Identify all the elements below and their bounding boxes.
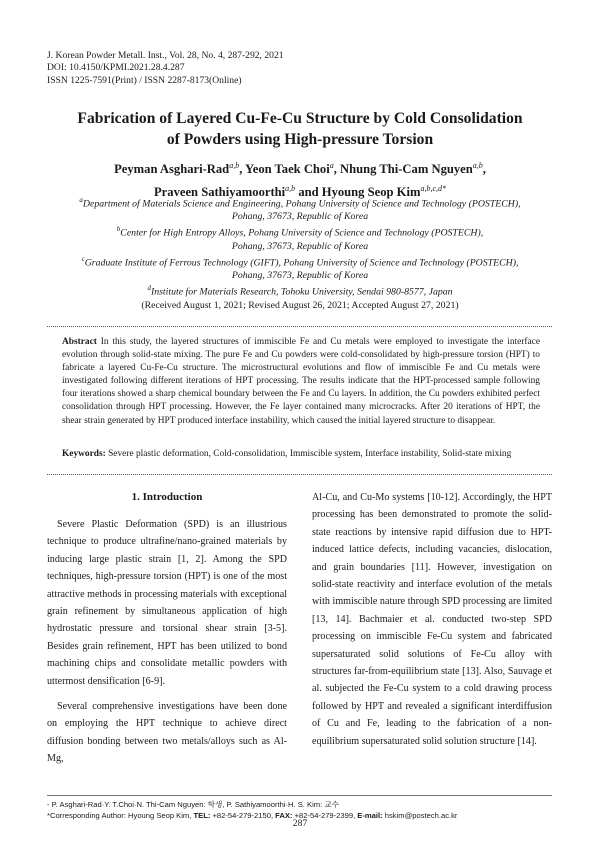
author-conjunction: and [298, 185, 319, 200]
received-dates: (Received August 1, 2021; Revised August 26, 2021; Accepted August 27, 2021) [141, 300, 459, 312]
fax-label: FAX: [275, 811, 293, 820]
author-name: Praveen Sathiyamoorthi [153, 185, 286, 200]
abstract-label: Abstract [62, 337, 97, 347]
abstract-text: In this study, the layered structures of immiscible Fe and Cu metals were employed to investigate the interface evolution through solid-state mixing. The pure Fe and Cu powders were cold-consolidated by high-pressure torsion (HPT) to fabricate a layered Cu-Fe-Cu structure. The microstructural evolutions and flow of immiscible Fe and Cu metals were investigated following different iterations of HPT processing. The results indicate that the HPT-processed sample following four iterations showed a sharp chemical boundary between the Fe and Cu layers. In addition, the Cu powders exhibited perfect consolidation through HPT processing. However, the Fe layer contained many microcracks. After 20 iterations of HPT, the shear strain generated by HPT produced interface instability, which caused the initial layered structure to disappear. [62, 337, 540, 426]
column-right [312, 489, 552, 750]
author-affil-mark: a,b [229, 161, 240, 170]
keywords [62, 448, 540, 461]
affil-mark: a [79, 196, 83, 204]
affil-text: Institute for Materials Research, Tohoku University, Sendai 980-8577, Japan [150, 286, 453, 298]
tel-value: +82-54-279-2150, [210, 811, 276, 820]
author-name: Nhung Thi-Cam Nguyen [340, 162, 473, 177]
author-affil-mark: a,b,c,d* [420, 184, 447, 194]
affiliation-b [40, 223, 560, 239]
email-label: E-mail: [357, 811, 383, 820]
paragraph: Several comprehensive investigations have been done on employing the HPT technique to achieve direct diffusion bonding between two metals/alloys such as Al-Mg, [47, 701, 287, 765]
affil-mark: b [116, 225, 121, 234]
keywords-text: Severe plastic deformation, Cold-consolidation, Immiscible system, Interface instability, Solid-state mixing [105, 449, 512, 459]
authors-line-1: Peyman Asghari-Rad$^{a,b}$, Yeon Taek Choi$^a$, Nhung Thi-Cam Nguyen$^{a,b}$, [114, 161, 486, 177]
author-name: Peyman Asghari-Rad [114, 162, 230, 177]
footnote-divider [47, 795, 552, 796]
author-status-note: - P. Asghari-Rad·Y. T.Choi·N. Thi-Cam Nguyen: 학생, P. Sathiyamoorthi·H. S. Kim: 교수 [47, 800, 339, 809]
column-left [47, 489, 287, 768]
abstract [62, 336, 540, 428]
affiliation-a [40, 194, 560, 210]
fax-value: +82-54-279-2399, [292, 811, 358, 820]
affiliation-c-cont: Pohang, 37673, Republic of Korea [231, 269, 369, 281]
section-heading: 1. Introduction [131, 491, 203, 503]
paragraph: Al-Cu, and Cu-Mo systems [10-12]. Accordingly, the HPT processing has been demonstrated to promote the solid-state reactions by intensive rapid diffusion due to HPT-induced lattice defects, including vacancies, dislocation, and grain boundaries [11]. However, investigation on solid-state reactivity and interface evolution of the metals with immiscible nature through SPD processing are limited [13, 14]. Bachmaier et al. conducted two-step SPD processing on immiscible Fe-Cu system and fabricated supersaturated solid solutions of Fe-Cu alloy with structures far-from-equilibrium state [13]. Also, Sauvage et al. subjected the Fe-Cu system to a cold drawing process followed by HPT and revealed a significant interdiffusion of Cu and Fe, leading to the fabrication of a non-equilibrium supersaturated solid solution structure [14]. [312, 492, 552, 747]
affiliation-d [40, 282, 560, 298]
corr-prefix: *Corresponding Author: Hyoung Seop Kim, [47, 811, 194, 820]
paper-title [40, 108, 560, 150]
abstract-bottom-divider [47, 474, 552, 475]
keywords-label: Keywords: [62, 449, 106, 459]
affil-mark: c [81, 254, 85, 263]
author-affil-mark: a [329, 161, 334, 170]
affil-text: Department of Materials Science and Engineering, Pohang University of Science and Technology (POSTECH), [82, 198, 521, 210]
journal-citation: J. Korean Powder Metall. Inst., Vol. 28, No. 4, 287-292, 2021 [47, 50, 284, 61]
email-value: hskim@postech.ac.kr [382, 811, 458, 820]
author-affil-mark: a,b [472, 161, 483, 170]
author-name: Yeon Taek Choi [245, 162, 330, 177]
affil-mark: d [147, 283, 151, 292]
affiliation-c [40, 253, 560, 269]
affil-text: Graduate Institute of Ferrous Technology (GIFT), Pohang University of Science and Technology (POSTECH), [84, 256, 519, 268]
affil-text: Center for High Entropy Alloys, Pohang University of Science and Technology (POSTECH), [120, 227, 484, 239]
abstract-top-divider [47, 326, 552, 327]
page-number: 287 [292, 818, 308, 829]
title-line-2: of Powders using High-pressure Torsion [166, 131, 434, 148]
journal-doi: DOI: 10.4150/KPMI.2021.28.4.287 [47, 62, 185, 74]
tel-label: TEL: [193, 811, 211, 820]
author-affil-mark: a,b [285, 184, 296, 194]
journal-issn: ISSN 1225-7591(Print) / ISSN 2287-8173(Online) [47, 74, 242, 86]
journal-header [47, 50, 284, 87]
affiliations [40, 194, 560, 312]
affiliation-b-cont: Pohang, 37673, Republic of Korea [231, 240, 369, 252]
paragraph: Severe Plastic Deformation (SPD) is an illustrious technique to produce ultrafine/nano-grained materials by inducing large plastic strain [1, 2]. Among the SPD techniques, high-pressure torsion (HPT) is one of the most attractive methods in processing materials with exceptional grain refinement by simultaneous application of high hydrostatic pressure and torsional shear strain [3-5]. Besides grain refinement, HPT has been utilized to bond machining chips and consolidate metallic powders with uttermost densification [6-9]. [47, 519, 287, 687]
affiliation-a-cont: Pohang, 37673, Republic of Korea [231, 211, 369, 223]
author-name: Hyoung Seop Kim [321, 185, 421, 200]
title-line-1: Fabrication of Layered Cu-Fe-Cu Structure by Cold Consolidation [77, 110, 523, 127]
